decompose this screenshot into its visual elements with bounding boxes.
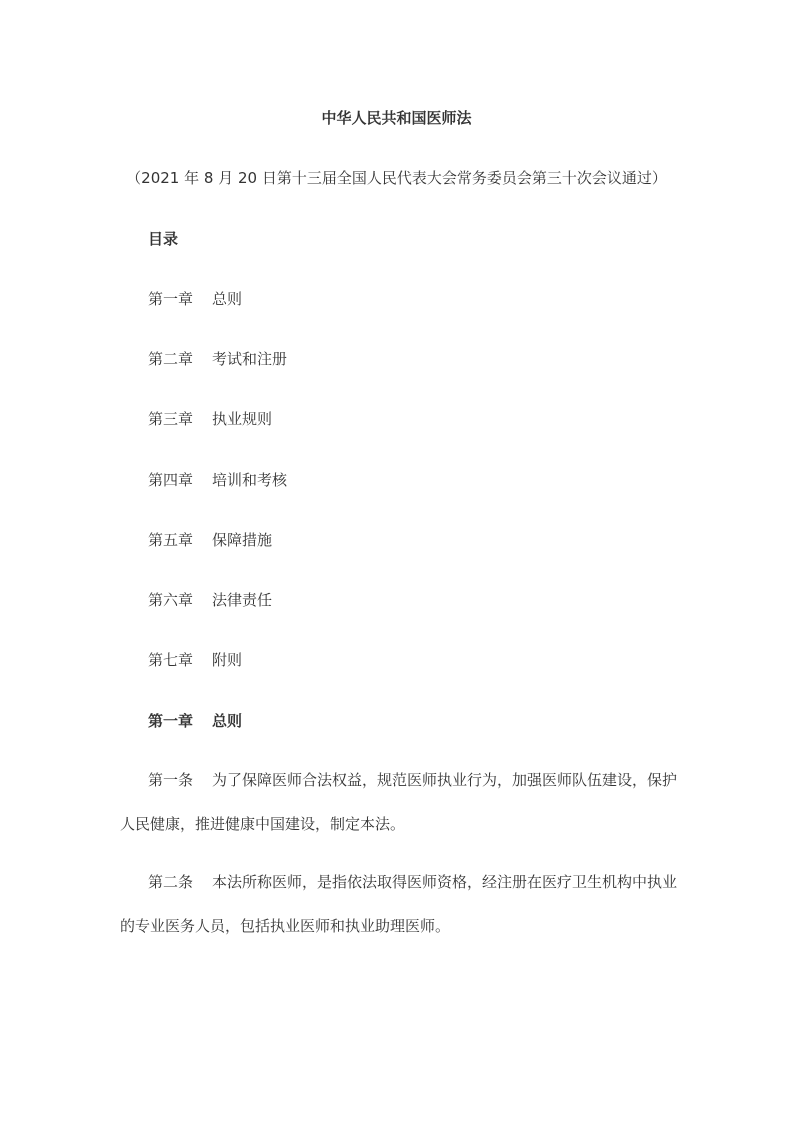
document-subtitle: （2021 年 8 月 20 日第十三届全国人民代表大会常务委员会第三十次会议通过）: [126, 169, 667, 187]
toc-heading: 目录: [148, 230, 179, 248]
toc-item: [148, 349, 287, 369]
toc-item: [148, 530, 272, 550]
article-number: 第二条: [148, 873, 194, 891]
toc-item-title: 附则: [212, 651, 243, 669]
toc-item: [148, 650, 242, 670]
toc-item-number: 第一章: [148, 290, 194, 308]
chapter-heading: [148, 711, 242, 731]
toc-item-title: 法律责任: [212, 591, 273, 609]
toc-item-number: 第四章: [148, 471, 194, 489]
toc-item-title: 总则: [212, 290, 243, 308]
toc-item-number: 第三章: [148, 410, 194, 428]
toc-item-title: 执业规则: [212, 410, 273, 428]
toc-item: [148, 590, 272, 610]
article-text: 为了保障医师合法权益，规范医师执业行为，加强医师队伍建设，保护人民健康，推进健康中国建设，制定本法。: [120, 771, 678, 833]
article-number: 第一条: [148, 771, 194, 789]
toc-item-number: 第六章: [148, 591, 194, 609]
toc-item-title: 考试和注册: [212, 350, 288, 368]
toc-item-number: 第五章: [148, 531, 194, 549]
toc-item-number: 第七章: [148, 651, 194, 669]
toc-item: [148, 409, 272, 429]
article-paragraph: [120, 758, 680, 846]
toc-item: [148, 289, 242, 309]
toc-item: [148, 470, 287, 490]
toc-item-title: 培训和考核: [212, 471, 288, 489]
document-title: 中华人民共和国医师法: [321, 109, 472, 127]
toc-item-number: 第二章: [148, 350, 194, 368]
chapter-title: 总则: [212, 712, 243, 730]
toc-item-title: 保障措施: [212, 531, 273, 549]
chapter-number: 第一章: [148, 712, 194, 730]
article-text: 本法所称医师，是指依法取得医师资格，经注册在医疗卫生机构中执业的专业医务人员，包括执业医师和执业助理医师。: [120, 873, 678, 935]
article-paragraph: [120, 860, 680, 948]
